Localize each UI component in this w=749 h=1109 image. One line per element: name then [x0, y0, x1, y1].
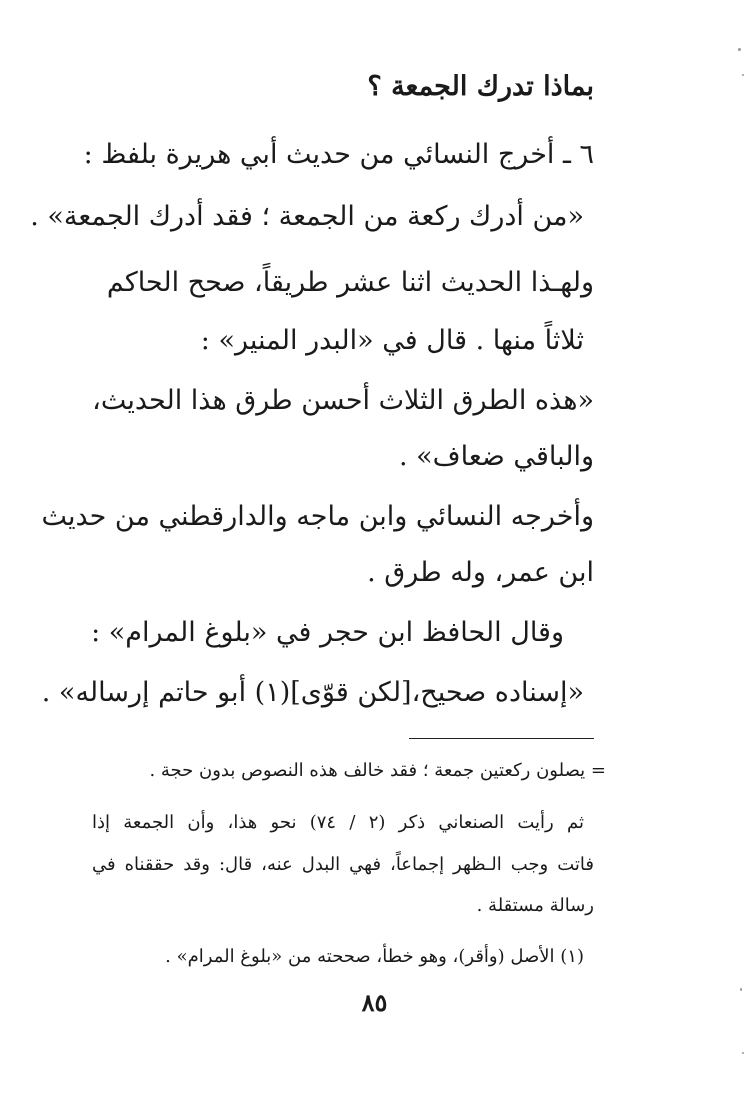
section-heading: بماذا تدرك الجمعة ؟: [367, 71, 594, 102]
scan-speck: [742, 1052, 744, 1054]
footnote-separator: [409, 738, 594, 739]
footnote-line-1: = يصلون ركعتين جمعة ؛ فقد خالف هذه النصوص بدون حجة .: [149, 760, 606, 781]
scan-speck: [740, 988, 742, 991]
footnote-line-4: رسالة مستقلة .: [476, 895, 594, 916]
text-line-4: ثلاثاً منها . قال في «البدر المنير» :: [200, 325, 584, 356]
page-number: ٨٥: [361, 988, 388, 1017]
footnote-line-5: (١) الأصل (وأقر)، وهو خطأ، صححته من «بلوغ المرام» .: [165, 946, 584, 967]
text-line-8: ابن عمر، وله طرق .: [367, 557, 594, 588]
footnote-line-3: فاتت وجب الـظهر إجماعاً، فهي البدل عنه، قال: وقد حققناه في: [92, 854, 594, 875]
text-line-3: ولهـذا الحديث اثنا عشر طريقاً، صحح الحاكم: [106, 267, 594, 298]
text-line-10: «إسناده صحيح،[لكن قوّى](١) أبو حاتم إرساله» .: [41, 677, 584, 708]
scan-speck: [742, 74, 744, 76]
text-line-9: وقال الحافظ ابن حجر في «بلوغ المرام» :: [91, 617, 564, 648]
text-line-6: والباقي ضعاف» .: [399, 441, 594, 472]
scan-speck: [738, 48, 741, 51]
text-line-7: وأخرجه النسائي وابن ماجه والدارقطني من حديث: [41, 501, 594, 532]
footnote-line-2: ثم رأيت الصنعاني ذكر (٢ / ٧٤) نحو هذا، وأن الجمعة إذا: [92, 812, 584, 833]
text-line-5: «هذه الطرق الثلاث أحسن طرق هذا الحديث،: [92, 385, 594, 416]
text-line-1: ٦ ـ أخرج النسائي من حديث أبي هريرة بلفظ :: [83, 139, 594, 170]
text-line-2: «من أدرك ركعة من الجمعة ؛ فقد أدرك الجمعة» .: [30, 201, 584, 232]
